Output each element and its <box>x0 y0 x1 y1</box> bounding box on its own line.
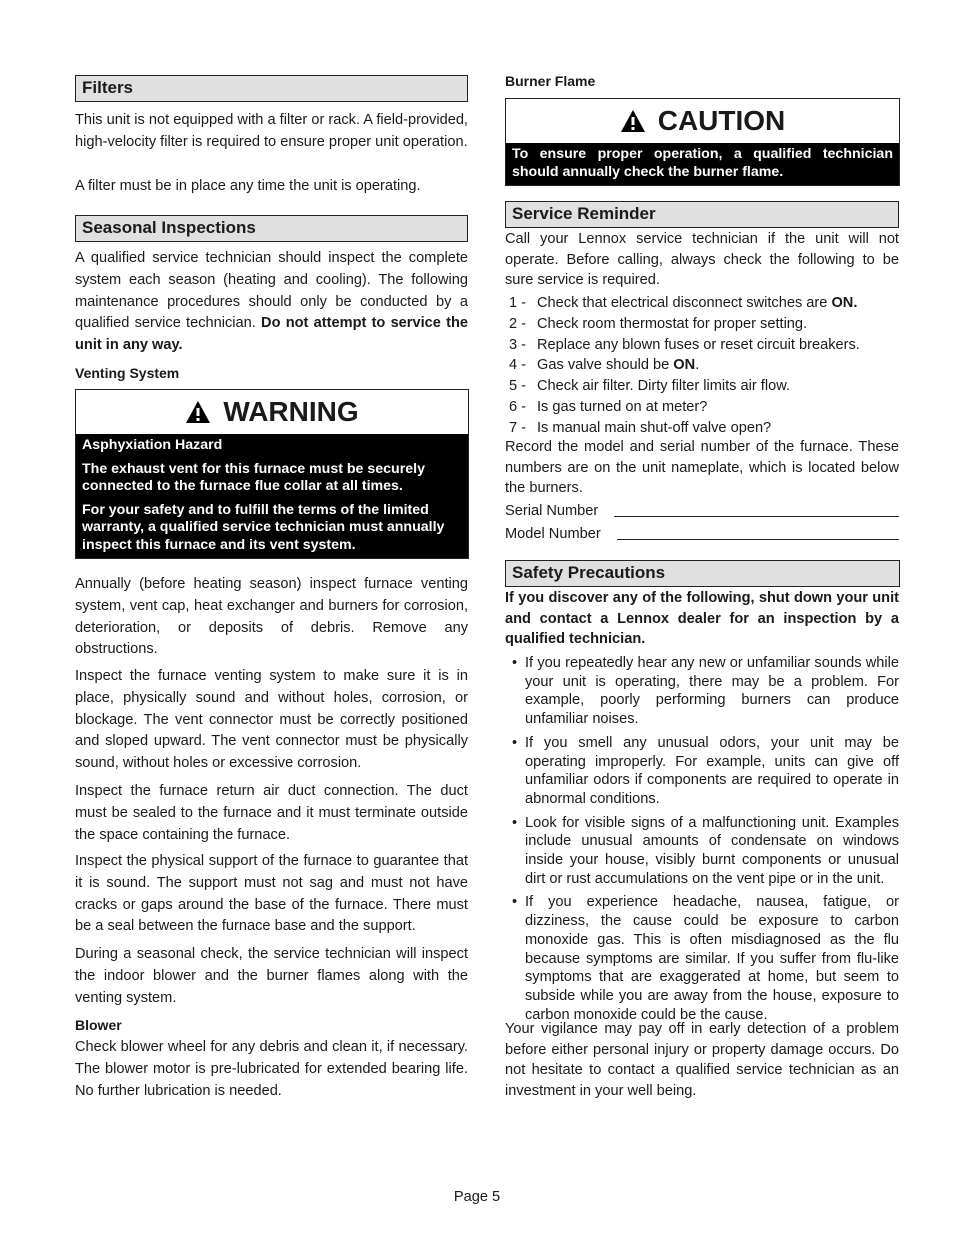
warning-hazard: Asphyxiation Hazard <box>82 437 223 453</box>
seasonal-inspections-paragraph <box>75 248 468 357</box>
model-number-line[interactable] <box>617 526 899 540</box>
item-bold: ON <box>673 357 696 374</box>
warning-body <box>76 434 468 558</box>
service-reminder-heading: Service Reminder <box>505 201 899 228</box>
list-item <box>505 418 899 439</box>
list-item-number: 5 - <box>509 378 527 395</box>
list-item-text: Is manual main shut-off valve open? <box>537 419 772 436</box>
warning-box <box>75 389 469 559</box>
list-item-text: Is gas turned on at meter? <box>537 398 708 415</box>
caution-body <box>506 143 899 185</box>
caution-box <box>505 98 900 186</box>
warning-text-2: For your safety and to fulfill the terms of the limited warranty, a qualified service technician must annually inspect this furnace and its vent system. <box>82 501 445 553</box>
venting-system-subheading: Venting System <box>75 365 180 381</box>
warning-text-1: The exhaust vent for this furnace must be securely connected to the furnace flue collar at all times. <box>82 460 425 494</box>
list-item-number: 3 - <box>509 336 527 353</box>
item-bold: ON. <box>831 295 858 311</box>
item-text: Check that electrical disconnect switches are <box>537 295 832 311</box>
serial-number-field[interactable] <box>505 503 899 519</box>
serial-number-label: Serial Number <box>505 503 599 519</box>
blower-subheading: Blower <box>75 1017 122 1033</box>
model-number-field[interactable] <box>505 526 899 542</box>
venting-paragraph-5: During a seasonal check, the service technician will inspect the indoor blower and the burner flames along with the venting system. <box>75 946 468 1006</box>
model-number-label: Model Number <box>505 526 601 542</box>
record-paragraph: Record the model and serial number of the furnace. These numbers are on the unit nameplate, which is located below the burners. <box>505 439 899 496</box>
list-item-number: 1 - <box>509 295 527 311</box>
caution-title-row <box>506 99 899 143</box>
seasonal-inspections-heading: Seasonal Inspections <box>75 215 468 242</box>
warning-triangle-icon <box>185 400 211 424</box>
burner-flame-subheading: Burner Flame <box>505 73 596 89</box>
list-item <box>505 293 899 314</box>
list-item <box>505 314 899 335</box>
safety-intro: If you discover any of the following, shut down your unit and contact a Lennox dealer for an inspection by a qualified technician. <box>505 590 899 647</box>
list-item-number: 6 - <box>509 398 527 415</box>
page-number: Page 5 <box>453 1189 501 1205</box>
safety-bullet-list <box>505 654 899 1029</box>
list-item-text: Check room thermostat for proper setting. <box>537 315 808 332</box>
list-item: • Look for visible signs of a malfunctioning unit. Examples include unusual amounts of condensate on windows inside your house, visibly burnt components or unusual dirt or rust accumulations on the vent pipe or in the unit. <box>505 814 899 889</box>
list-item-text: Check air filter. Dirty filter limits air flow. <box>537 378 791 395</box>
filters-paragraph-2: A filter must be in place any time the unit is operating. <box>75 178 421 194</box>
list-item-text <box>537 293 857 314</box>
filters-paragraph-1: This unit is not equipped with a filter or rack. A field-provided, high-velocity filter is required to ensure proper unit operation. <box>75 112 468 150</box>
service-checklist <box>505 293 899 439</box>
warning-title-row <box>76 390 468 434</box>
venting-paragraph-3: Inspect the furnace return air duct connection. The duct must be sealed to the furnace and it must terminate outside the space containing the furnace. <box>75 783 468 843</box>
list-item: • If you repeatedly hear any new or unfamiliar sounds while your unit is operating, there may be a problem. For example, poorly performing burners can produce unfamiliar noises. <box>505 654 899 729</box>
list-item <box>505 335 899 356</box>
venting-paragraph-1: Annually (before heating season) inspect furnace venting system, vent cap, heat exchanger and burners for corrosion, deterioration, or deposits of debris. Remove any obstructions. <box>75 576 468 658</box>
serial-number-line[interactable] <box>614 503 899 517</box>
list-item: • If you experience headache, nausea, fatigue, or dizziness, the cause could be exposure to carbon monoxide gas. This is often misdiagnosed as the flu because symptoms are similar. If you suffer from flu-like symptoms that are exaggerated at home, but seem to subside while you are away from the house, exposure to carbon monoxide could be the cause. <box>505 893 899 1024</box>
item-text: Gas valve should be <box>537 357 674 374</box>
caution-triangle-icon <box>620 109 646 133</box>
venting-paragraph-4: Inspect the physical support of the furnace to guarantee that it is sound. The support must not sag and must not have cracks or gaps around the base of the furnace. There must be a seal between the furnace base and the support. <box>75 853 468 935</box>
caution-text: To ensure proper operation, a qualified technician should annually check the burner flame. <box>512 146 893 180</box>
caution-title: CAUTION <box>657 105 786 136</box>
list-item-text: Replace any blown fuses or reset circuit breakers. <box>537 336 860 353</box>
list-item <box>505 376 899 397</box>
filters-heading: Filters <box>75 75 468 102</box>
list-item <box>505 397 899 418</box>
item-after: . <box>695 357 700 374</box>
venting-paragraph-2: Inspect the furnace venting system to make sure it is in place, physically sound and without holes, corrosion, or blockage. The vent connector must be correctly positioned and sloped upward. The vent connector must be physically sound, without holes or excessive corrosion. <box>75 668 468 772</box>
warning-title: WARNING <box>223 396 359 427</box>
service-reminder-intro: Call your Lennox service technician if the unit will not operate. Before calling, always check the following to be sure service is required. <box>505 231 899 288</box>
list-item-number: 2 - <box>509 315 527 332</box>
list-item-number: 4 - <box>509 357 527 374</box>
seasonal-inspections-text: A qualified service technician should inspect the complete system each season (heating and cooling). The following maintenance procedures should only be conducted by a qualified service technician. <box>75 250 468 332</box>
seasonal-inspections-bold: Do not attempt to service the unit in any way. <box>75 315 468 354</box>
list-item <box>505 355 899 376</box>
list-item-number: 7 - <box>509 419 527 436</box>
list-item-text <box>537 355 699 376</box>
safety-closing: Your vigilance may pay off in early detection of a problem before either personal injury or property damage occurs. Do not hesitate to contact a qualified service technician as an investment in your well being. <box>505 1021 899 1099</box>
safety-precautions-heading: Safety Precautions <box>505 560 900 587</box>
list-item: • If you smell any unusual odors, your unit may be operating improperly. For example, units can give off unfamiliar odors if components are required to operate in abnormal conditions. <box>505 734 899 809</box>
blower-paragraph: Check blower wheel for any debris and clean it, if necessary. The blower motor is pre-lubricated for extended bearing life. No further lubrication is needed. <box>75 1039 468 1099</box>
